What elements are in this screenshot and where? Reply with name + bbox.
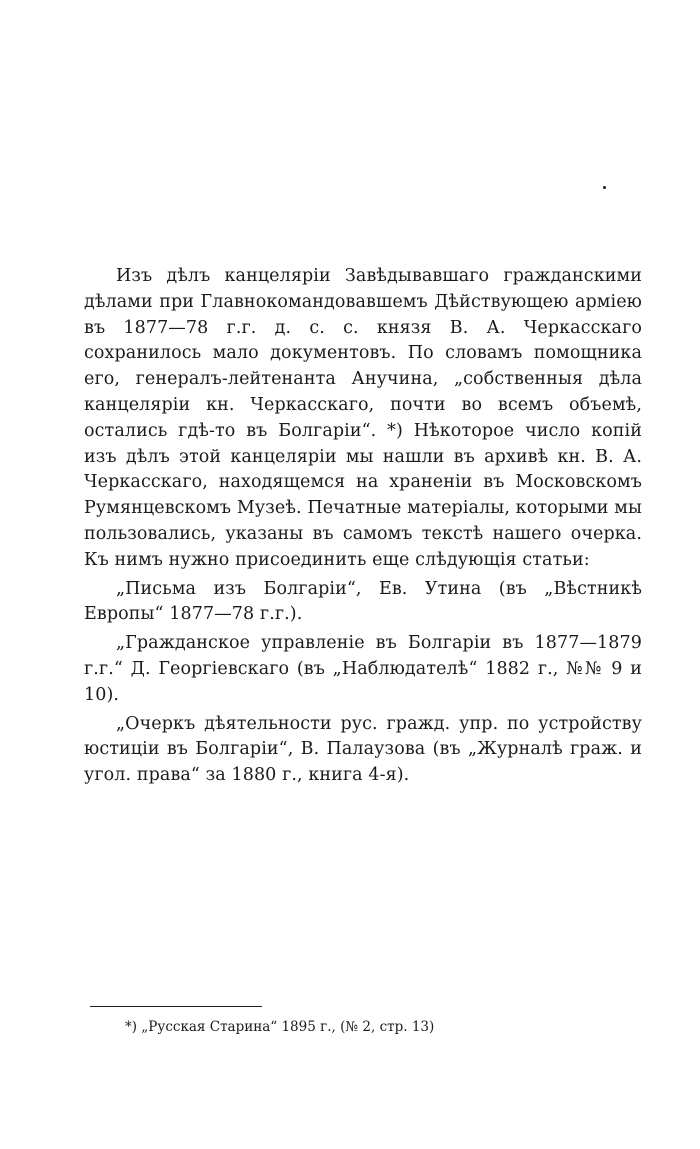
paragraph-reference-utin: „Письма изъ Болгаріи“, Ев. Утина (въ „Вѣстникѣ Европы“ 1877—78 г.г.). [84,578,642,625]
paragraph-reference-georgievsky: „Гражданское управленіе въ Болгаріи въ 1877—1879 г.г.“ Д. Георгіевскаго (въ „Наблюдателѣ“ 1882 г., №№ 9 и 10). [84,633,642,705]
paragraph-reference-palauzov: „Очеркъ дѣятельности рус. гражд. упр. по устройству юстиціи въ Болгаріи“, В. Палаузова (въ „Журналѣ граж. и угол. права“ за 1880 г., книга 4-я). [84,713,642,786]
stray-dot [603,186,606,189]
paragraph-intro: Изъ дѣлъ канцеляріи Завѣдывавшаго гражданскими дѣлами при Главнокомандовавшемъ Дѣйствующею арміею въ 1877—78 г.г. д. с. с. князя В. А. Черкасскаго сохранилось мало документовъ. По словамъ помощника его, генералъ-лейтенанта Анучина, „собственныя дѣла канцеляріи кн. Черкасскаго, почти во всемъ объемѣ, остались гдѣ-то въ Болгаріи“. *) Нѣкоторое число копій изъ дѣлъ этой канцеляріи мы нашли въ архивѣ кн. В. А. Черкасскаго, находящемся на храненіи въ Московскомъ Румянцевскомъ Музеѣ. Печатные матеріалы, которыми мы пользовались, указаны въ самомъ текстѣ нашего очерка. Къ нимъ нужно присоединить еще слѣдующія статьи: [84,266,642,570]
footnote-divider [90,1006,262,1007]
main-text [84,264,642,789]
footnote: *) „Русская Старина“ 1895 г., (№ 2, стр. 13) [125,1019,435,1035]
